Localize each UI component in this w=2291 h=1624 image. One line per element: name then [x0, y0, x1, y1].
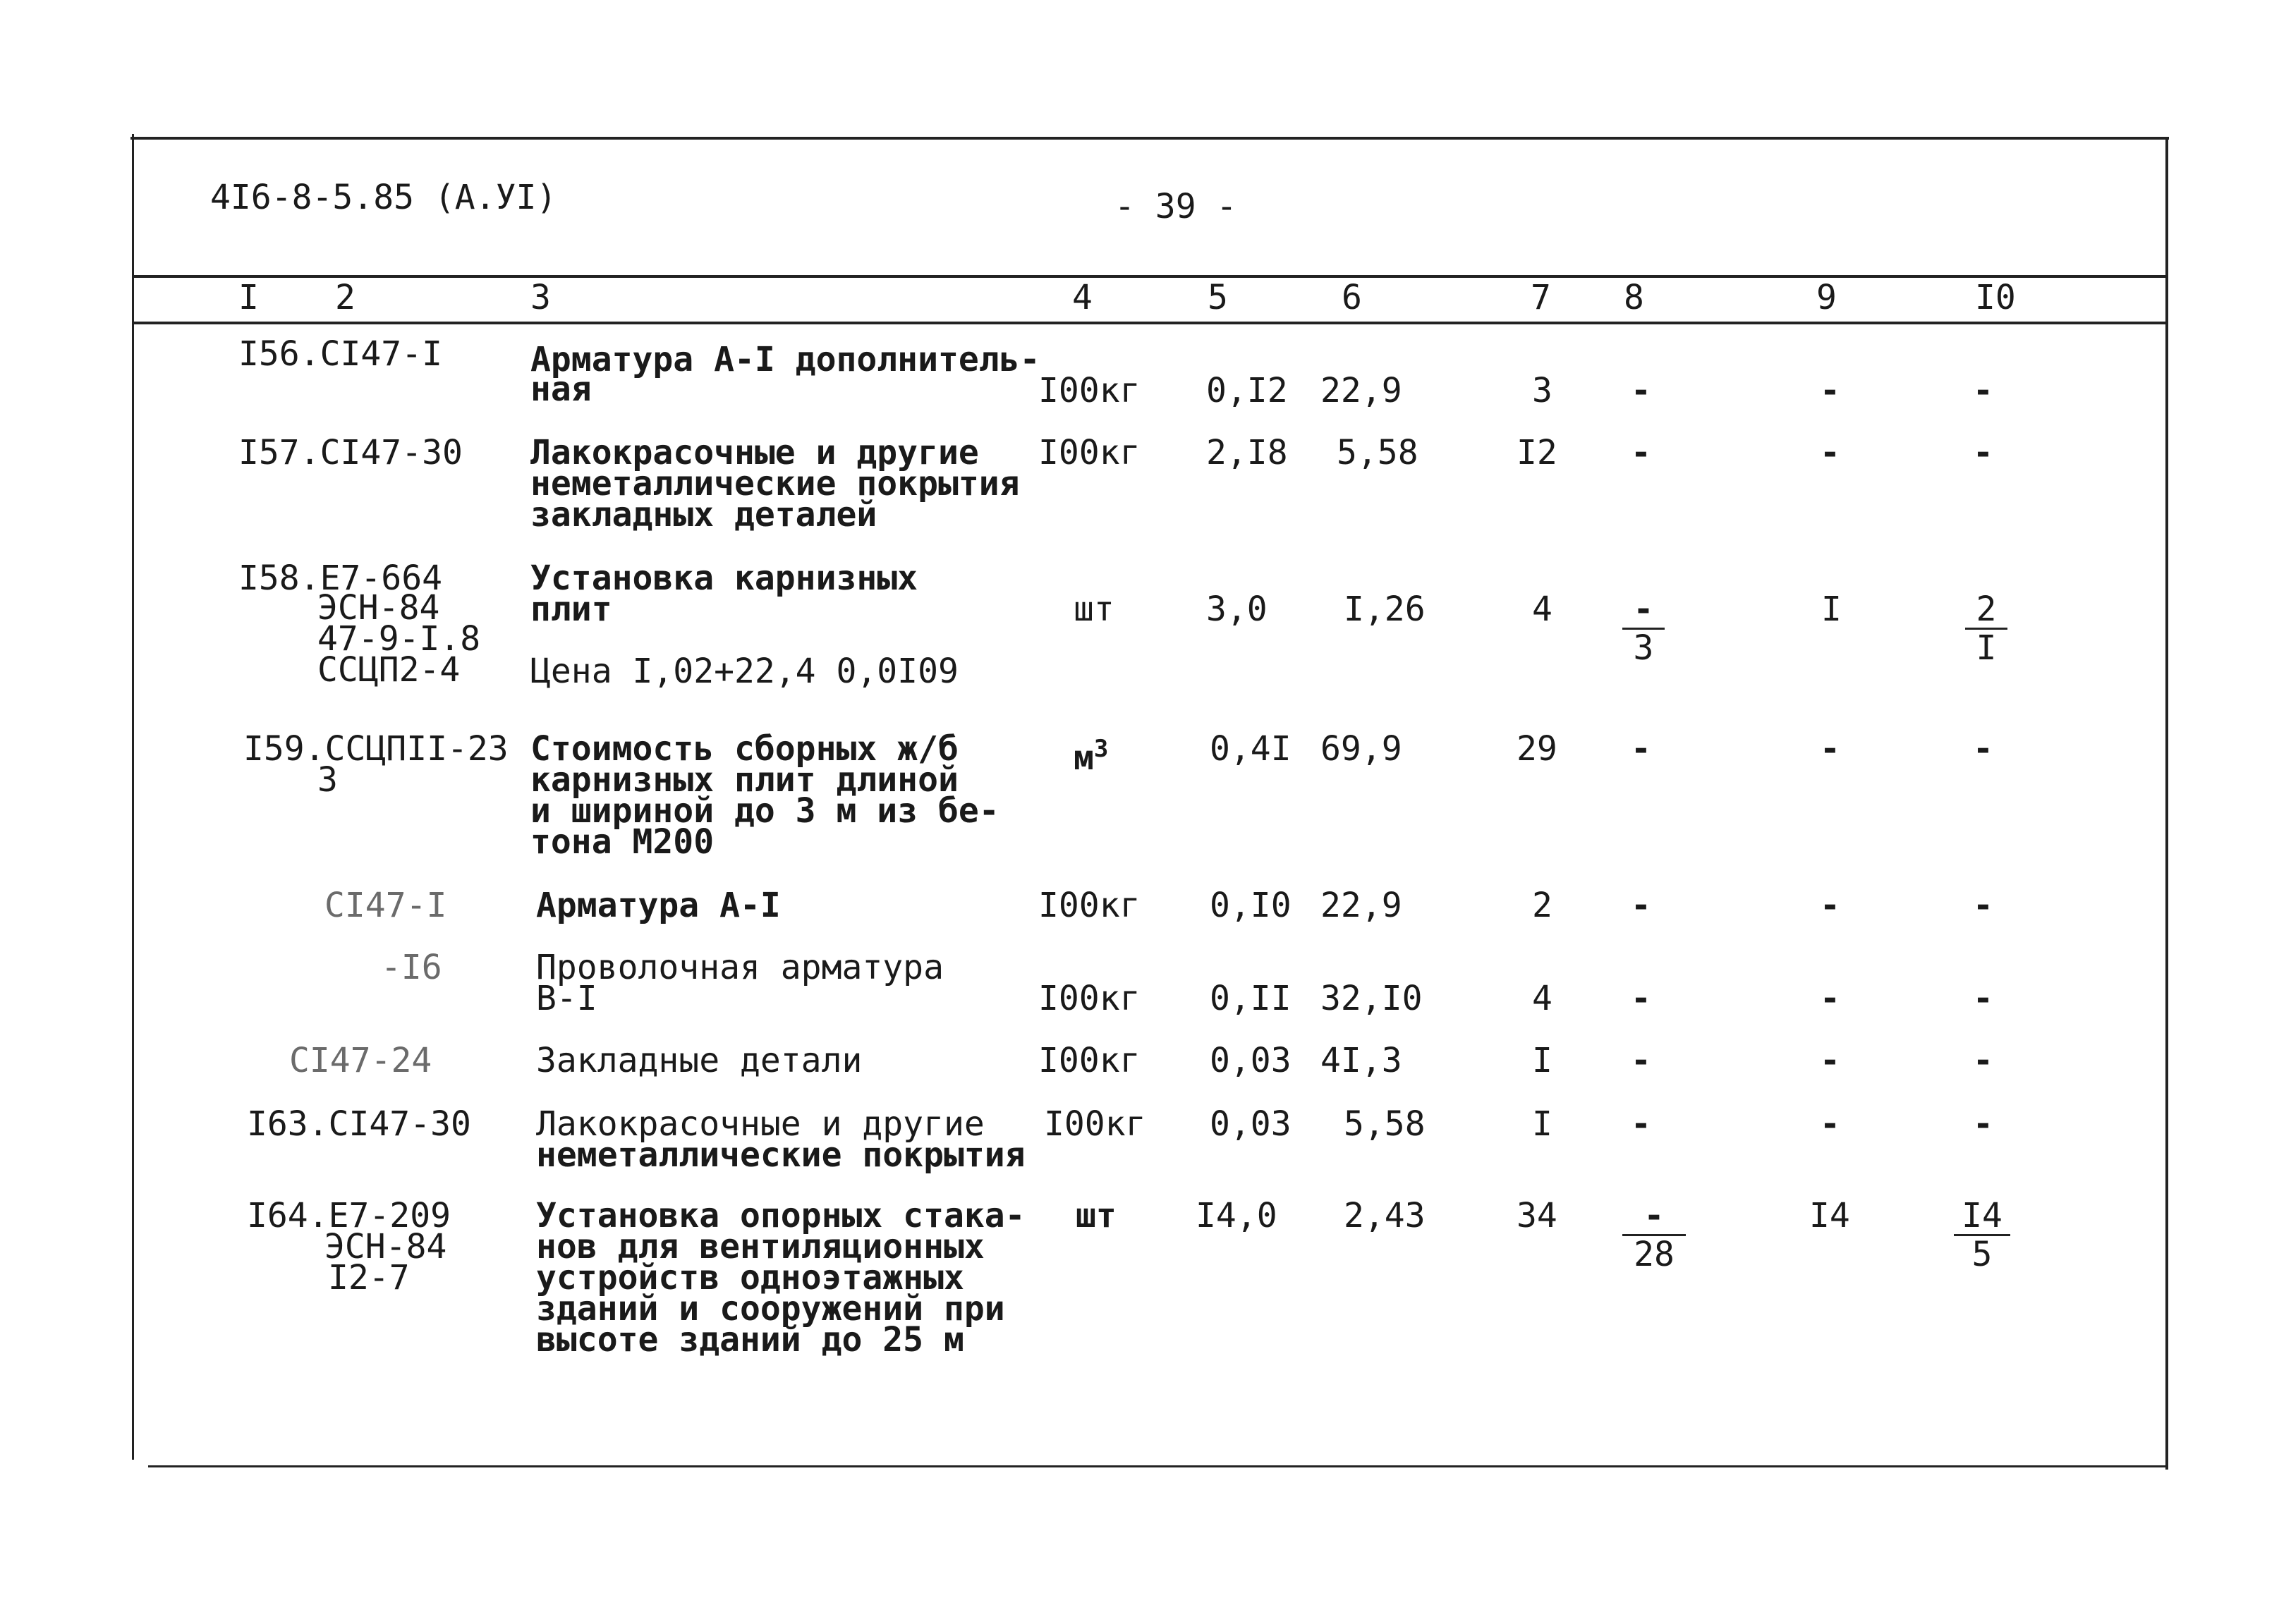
row-description: зданий и сооружений при [536, 1289, 1005, 1329]
column-number-6: 6 [1342, 278, 1362, 317]
row-code: I56.CI47-I [238, 334, 442, 374]
frame-left-border [132, 134, 134, 1460]
row-col5: I4,0 [1196, 1196, 1277, 1235]
row-price-formula: Цена I,02+22,4 0,0I09 [530, 652, 959, 691]
row-col10: - [1973, 886, 1993, 925]
column-number-10: I0 [1975, 278, 2016, 317]
row-code: ЭСН-84 [317, 588, 440, 628]
row-col5: 0,03 [1210, 1104, 1292, 1144]
row-unit: I00кг [1038, 979, 1141, 1018]
row-description: карнизных плит длиной [530, 760, 959, 800]
row-code: I64.E7-209 [247, 1196, 451, 1235]
row-col8: - [1631, 1104, 1651, 1144]
column-number-1: I [238, 278, 259, 317]
row-col10: - [1973, 1104, 1993, 1144]
row-code: -I6 [381, 948, 442, 987]
document-code: 4I6-8-5.85 (А.УI) [210, 178, 557, 217]
row-description: Лакокрасочные и другие [530, 433, 979, 472]
row-description: В-I [536, 979, 597, 1018]
row-col7: 34 [1517, 1196, 1557, 1235]
row-code: I58.E7-664 [238, 558, 442, 598]
row-description: тона М200 [530, 822, 715, 862]
row-unit: I00кг [1038, 433, 1141, 472]
row-col8: - [1631, 1041, 1651, 1080]
row-col10: - [1973, 1041, 1993, 1080]
row-col7: 29 [1517, 729, 1557, 769]
column-number-8: 8 [1624, 278, 1644, 317]
column-number-4: 4 [1072, 278, 1093, 317]
row-description: Установка опорных стака- [536, 1196, 1026, 1235]
row-col10: - [1973, 979, 1993, 1018]
row-unit: I00кг [1038, 371, 1141, 410]
row-description: неметаллические покрытия [536, 1135, 1026, 1175]
row-col10-fraction [1954, 1197, 2010, 1273]
row-col10: - [1973, 433, 1993, 472]
row-col8: - [1631, 433, 1651, 472]
frame-bottom-border [148, 1465, 2167, 1467]
row-col5: 0,II [1210, 979, 1292, 1018]
fraction-denominator: 3 [1633, 628, 1654, 668]
fraction-numerator: I4 [1954, 1197, 2010, 1236]
row-col9: I4 [1809, 1196, 1850, 1235]
row-description: плит [530, 590, 612, 629]
row-col9: - [1820, 1104, 1840, 1144]
row-col8-fraction [1622, 1197, 1686, 1273]
row-unit: I00кг [1038, 886, 1141, 925]
row-col9: - [1820, 886, 1840, 925]
row-unit: I00кг [1038, 1041, 1141, 1080]
row-description: Закладные детали [536, 1041, 863, 1080]
row-description: неметаллические покрытия [530, 464, 1020, 503]
row-col8: - [1631, 371, 1651, 410]
row-description: Арматура А-I [536, 886, 781, 925]
frame-top-border [130, 137, 2169, 140]
row-col9: - [1820, 979, 1840, 1018]
row-unit: шт [1074, 590, 1114, 629]
row-code: I63.CI47-30 [247, 1104, 471, 1144]
row-code: CI47-I [324, 886, 447, 925]
row-description: Арматура А-I дополнитель- [530, 340, 1040, 379]
row-code: I57.CI47-30 [238, 433, 463, 472]
row-code: ССЦП2-4 [317, 650, 461, 690]
table-header-bottom-rule [132, 322, 2167, 324]
column-number-7: 7 [1531, 278, 1551, 317]
row-col6: 5,58 [1344, 1104, 1426, 1144]
row-col9: - [1820, 371, 1840, 410]
row-col5: 0,I2 [1206, 371, 1288, 410]
row-col5: 2,I8 [1206, 433, 1288, 472]
row-col6: 5,58 [1337, 433, 1418, 472]
unit-text: м [1074, 738, 1094, 778]
column-number-3: 3 [530, 278, 551, 317]
row-col5: 0,4I [1210, 729, 1292, 769]
fraction-denominator: I [1976, 628, 1997, 668]
row-col7: 2 [1532, 886, 1552, 925]
row-col5: 3,0 [1206, 590, 1268, 629]
row-col8-fraction [1622, 591, 1665, 666]
row-col7: 3 [1532, 371, 1552, 410]
fraction-numerator: 2 [1965, 591, 2007, 630]
row-col7: 4 [1532, 979, 1552, 1018]
row-code: I59.ССЦПII-23 [243, 729, 509, 769]
row-code: I2-7 [328, 1258, 410, 1298]
row-col7: I [1532, 1041, 1552, 1080]
row-col7: I2 [1517, 433, 1557, 472]
row-col5: 0,I0 [1210, 886, 1292, 925]
row-code: 3 [317, 760, 338, 800]
row-description: высоте зданий до 25 м [536, 1320, 964, 1360]
fraction-denominator: 28 [1634, 1235, 1675, 1274]
row-col10-fraction [1965, 591, 2007, 666]
row-col9: I [1821, 590, 1842, 629]
row-col7: 4 [1532, 590, 1552, 629]
row-col10: - [1973, 729, 1993, 769]
column-number-5: 5 [1208, 278, 1228, 317]
row-col8: - [1631, 729, 1651, 769]
frame-right-border [2165, 137, 2168, 1470]
page-number: - 39 - [1114, 187, 1237, 226]
row-col6: 22,9 [1320, 886, 1402, 925]
row-description: нов для вентиляционных [536, 1227, 985, 1266]
row-unit: шт [1076, 1196, 1117, 1235]
row-unit: I00кг [1044, 1104, 1146, 1144]
row-col10: - [1973, 371, 1993, 410]
row-col9: - [1820, 729, 1840, 769]
column-number-9: 9 [1816, 278, 1837, 317]
fraction-denominator: 5 [1971, 1235, 1993, 1274]
row-col9: - [1820, 1041, 1840, 1080]
row-description: Лакокрасочные и другие [536, 1104, 985, 1144]
column-number-2: 2 [335, 278, 356, 317]
row-col7: I [1532, 1104, 1552, 1144]
row-code: ЭСН-84 [324, 1227, 447, 1266]
row-col6: 2,43 [1344, 1196, 1426, 1235]
fraction-numerator: - [1622, 591, 1665, 630]
row-col8: - [1631, 886, 1651, 925]
row-description: закладных деталей [530, 495, 877, 535]
row-col9: - [1820, 433, 1840, 472]
row-col6: 22,9 [1320, 371, 1402, 410]
row-description: и шириной до 3 м из бе- [530, 791, 999, 831]
row-description: Проволочная арматура [536, 948, 944, 987]
row-col8: - [1631, 979, 1651, 1018]
row-col6: 4I,3 [1320, 1041, 1402, 1080]
row-description: ная [530, 370, 592, 409]
row-col5: 0,03 [1210, 1041, 1292, 1080]
row-code: CI47-24 [289, 1041, 432, 1080]
row-description: Стоимость сборных ж/б [530, 729, 959, 769]
row-col6: I,26 [1344, 590, 1426, 629]
row-col6: 32,I0 [1320, 979, 1423, 1018]
unit-superscript: 3 [1093, 735, 1109, 763]
row-description: Установка карнизных [530, 558, 918, 598]
table-header-top-rule [132, 275, 2167, 278]
row-code: 47-9-I.8 [317, 619, 481, 659]
fraction-numerator: - [1622, 1197, 1686, 1236]
row-unit [1074, 733, 1109, 778]
row-col6: 69,9 [1320, 729, 1402, 769]
row-description: устройств одноэтажных [536, 1258, 964, 1298]
